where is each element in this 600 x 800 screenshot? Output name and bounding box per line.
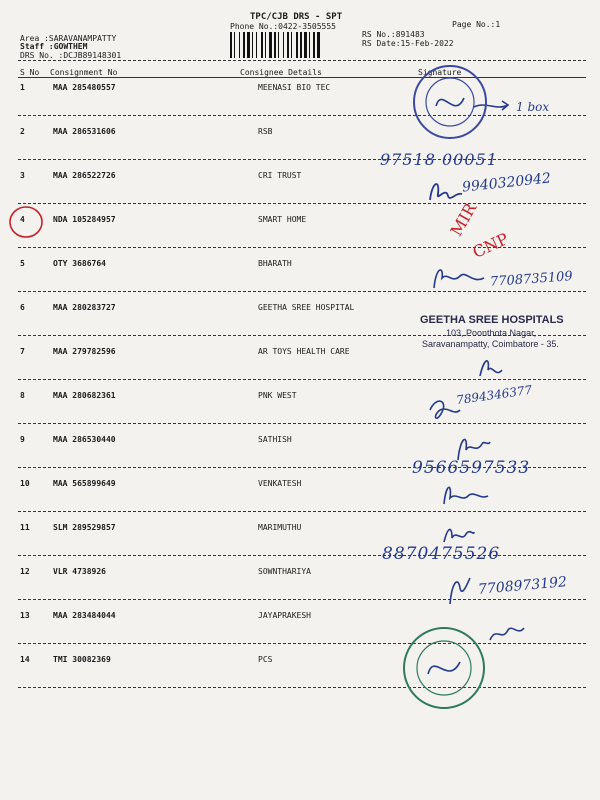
mir-note: MIR: [446, 199, 481, 240]
cnp-note: CNP: [469, 229, 512, 262]
page-number: Page No.:1: [452, 20, 501, 29]
row-sno: 2: [20, 127, 25, 136]
row-consignment-number: MAA 286530440: [53, 435, 116, 444]
column-rule: [18, 77, 586, 78]
row-consignee-name: MARIMUTHU: [258, 523, 302, 532]
row-divider: [18, 687, 586, 688]
row-consignee-name: PNK WEST: [258, 391, 297, 400]
stamp-hospital-address-1: 103, Poonthota Nagar,: [446, 328, 537, 338]
handwritten-phone-3: 9940320942: [461, 170, 552, 196]
row-sno: 12: [20, 567, 30, 576]
row-divider: [18, 291, 586, 292]
col-consignment: Consignment No: [50, 68, 118, 77]
row-divider: [18, 159, 586, 160]
drs-number: DRS No. :DCJB89148301: [20, 51, 122, 60]
row-consignment-number: MAA 286531606: [53, 127, 116, 136]
logistics-seal-icon: [400, 624, 488, 712]
rs-date: RS Date:15-Feb-2022: [362, 39, 454, 48]
area-label: Area :SARAVANAMPATTY: [20, 34, 117, 43]
handwritten-phone-8: 7894346377: [455, 382, 533, 408]
row-consignee-name: SMART HOME: [258, 215, 307, 224]
col-sno: S No: [20, 68, 40, 77]
row-divider: [18, 555, 586, 556]
row-consignee-name: VENKATESH: [258, 479, 302, 488]
row-sno: 11: [20, 523, 30, 532]
handwritten-phone-11: 8870475526: [382, 544, 501, 564]
row-sno: 9: [20, 435, 25, 444]
row-consignee-name: CRI TRUST: [258, 171, 302, 180]
signature-10: [440, 480, 490, 508]
stamp-hospital-address-2: Saravanampatty, Coimbatore - 35.: [422, 339, 559, 349]
col-consignee: Consignee Details: [240, 68, 322, 77]
phone-number: Phone No.:0422-3505555: [230, 22, 336, 31]
row-sno: 6: [20, 303, 25, 312]
row-consignment-number: VLR 4738926: [53, 567, 106, 576]
row-sno: 1: [20, 83, 25, 92]
row-consignment-number: MAA 285480557: [53, 83, 116, 92]
row-divider: [18, 599, 586, 600]
signature-3: [426, 176, 466, 206]
signature-13: [486, 622, 526, 644]
row-sno: 8: [20, 391, 25, 400]
row-sno: 7: [20, 347, 25, 356]
row-divider: [18, 511, 586, 512]
row-consignment-number: MAA 279782596: [53, 347, 116, 356]
rs-number: RS No.:891483: [362, 30, 425, 39]
sheet-title: TPC/CJB DRS - SPT: [250, 12, 343, 22]
company-seal-icon: [410, 62, 490, 142]
row-consignment-number: SLM 289529857: [53, 523, 116, 532]
row-consignment-number: TMI 30082369: [53, 655, 111, 664]
row-sno: 4: [20, 215, 25, 224]
row-sno: 5: [20, 259, 25, 268]
red-circle-mark: [6, 203, 46, 243]
row-consignment-number: MAA 565899649: [53, 479, 116, 488]
row-consignee-name: GEETHA SREE HOSPITAL: [258, 303, 355, 312]
handwritten-phone-2: 97518 00051: [380, 150, 498, 169]
box-note: 1 box: [516, 100, 550, 114]
row-consignment-number: MAA 280682361: [53, 391, 116, 400]
row-consignment-number: NDA 105284957: [53, 215, 116, 224]
barcode-image: [230, 32, 356, 58]
row-consignment-number: MAA 280283727: [53, 303, 116, 312]
row-consignee-name: AR TOYS HEALTH CARE: [258, 347, 350, 356]
row-consignee-name: BHARATH: [258, 259, 292, 268]
row-consignee-name: RSB: [258, 127, 273, 136]
header-rule: [18, 60, 586, 61]
signature-5: [428, 262, 488, 292]
row-consignee-name: SOWNTHARIYA: [258, 567, 311, 576]
row-divider: [18, 423, 586, 424]
handwritten-phone-9: 9566597533: [412, 458, 531, 478]
stamp-hospital-name: GEETHA SREE HOSPITALS: [420, 314, 564, 326]
row-sno: 13: [20, 611, 30, 620]
row-sno: 3: [20, 171, 25, 180]
handwritten-phone-5: 7708735109: [489, 269, 574, 290]
row-consignment-number: OTY 3686764: [53, 259, 106, 268]
signature-7: [476, 352, 506, 382]
col-signature: Signature: [418, 68, 462, 77]
staff-label: Staff :GOWTHEM: [20, 42, 88, 51]
row-consignment-number: MAA 283484044: [53, 611, 116, 620]
row-consignment-number: MAA 286522726: [53, 171, 116, 180]
signature-12: [444, 572, 474, 608]
row-consignee-name: JAYAPRAKESH: [258, 611, 311, 620]
row-consignee-name: MEENASI BIO TEC: [258, 83, 331, 92]
handwritten-phone-12: 7708973192: [477, 574, 568, 598]
row-divider: [18, 203, 586, 204]
row-consignee-name: SATHISH: [258, 435, 292, 444]
row-sno: 10: [20, 479, 30, 488]
row-consignee-name: PCS: [258, 655, 273, 664]
row-sno: 14: [20, 655, 30, 664]
